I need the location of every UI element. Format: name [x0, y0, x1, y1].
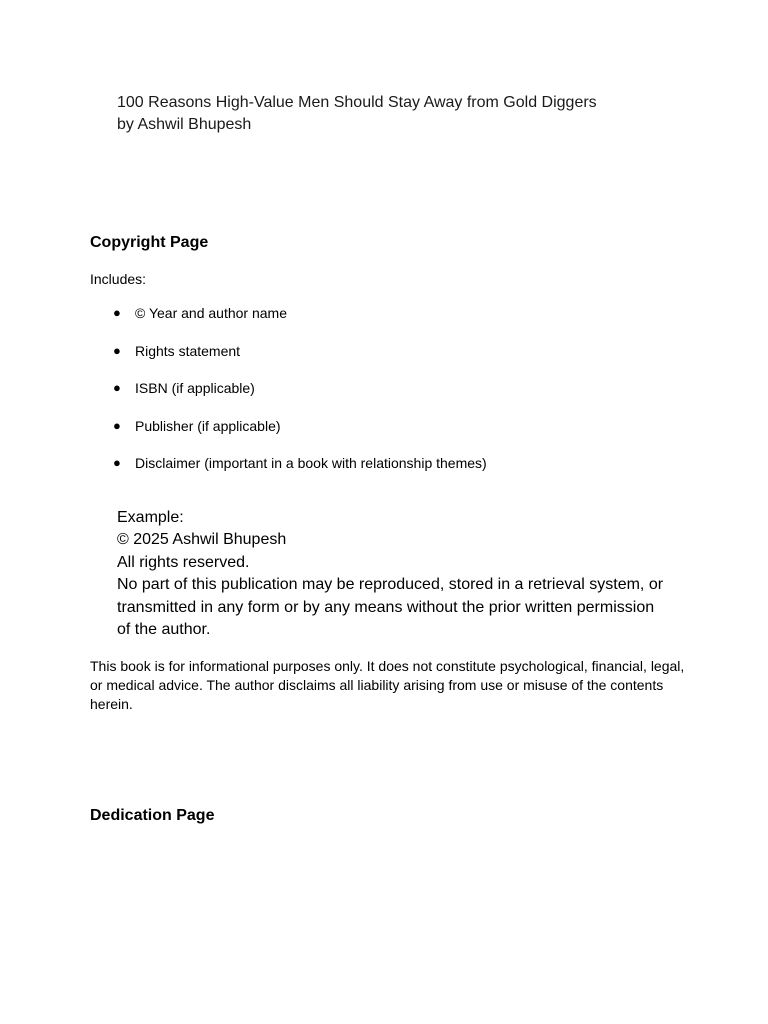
list-item-text: Publisher (if applicable) [135, 417, 281, 434]
example-line: © 2025 Ashwil Bhupesh [117, 531, 287, 549]
list-item [90, 304, 487, 342]
list-item [90, 379, 487, 417]
disclaimer-line: or medical advice. The author disclaims all liability arising from use or misuse of the contents [90, 677, 664, 693]
bullet-icon: ● [113, 417, 121, 433]
copyright-page-heading: Copyright Page [90, 234, 209, 251]
includes-label: Includes: [90, 271, 147, 287]
bullet-icon: ● [113, 305, 121, 320]
disclaimer-paragraph [90, 657, 690, 714]
example-line: of the author. [117, 621, 211, 639]
list-item-text: © Year and author name [135, 305, 287, 321]
bullet-icon: ● [113, 380, 121, 395]
list-item [90, 342, 487, 380]
dedication-page-heading: Dedication Page [90, 807, 215, 824]
bullet-icon: ● [113, 455, 121, 470]
list-item-text: Rights statement [135, 342, 241, 359]
bullet-icon: ● [113, 342, 121, 358]
example-line: transmitted in any form or by any means without the prior written permission [117, 598, 655, 616]
list-item-text: Disclaimer (important in a book with relationship themes) [135, 455, 487, 471]
book-title: 100 Reasons High-Value Men Should Stay Away from Gold Diggers [117, 94, 597, 111]
copyright-includes-list [90, 304, 487, 492]
list-item [90, 417, 487, 455]
list-item [90, 454, 487, 492]
example-line: All rights reserved. [117, 553, 250, 571]
book-byline: by Ashwil Bhupesh [117, 116, 252, 133]
disclaimer-line: herein. [90, 696, 133, 712]
list-item-text: ISBN (if applicable) [135, 380, 255, 396]
book-title-block [117, 92, 597, 136]
disclaimer-line: This book is for informational purposes only. It does not constitute psychological, financial, legal, [90, 658, 685, 674]
example-label: Example: [117, 509, 184, 526]
example-line: No part of this publication may be reproduced, stored in a retrieval system, or [117, 576, 664, 594]
copyright-example-block [117, 507, 687, 641]
